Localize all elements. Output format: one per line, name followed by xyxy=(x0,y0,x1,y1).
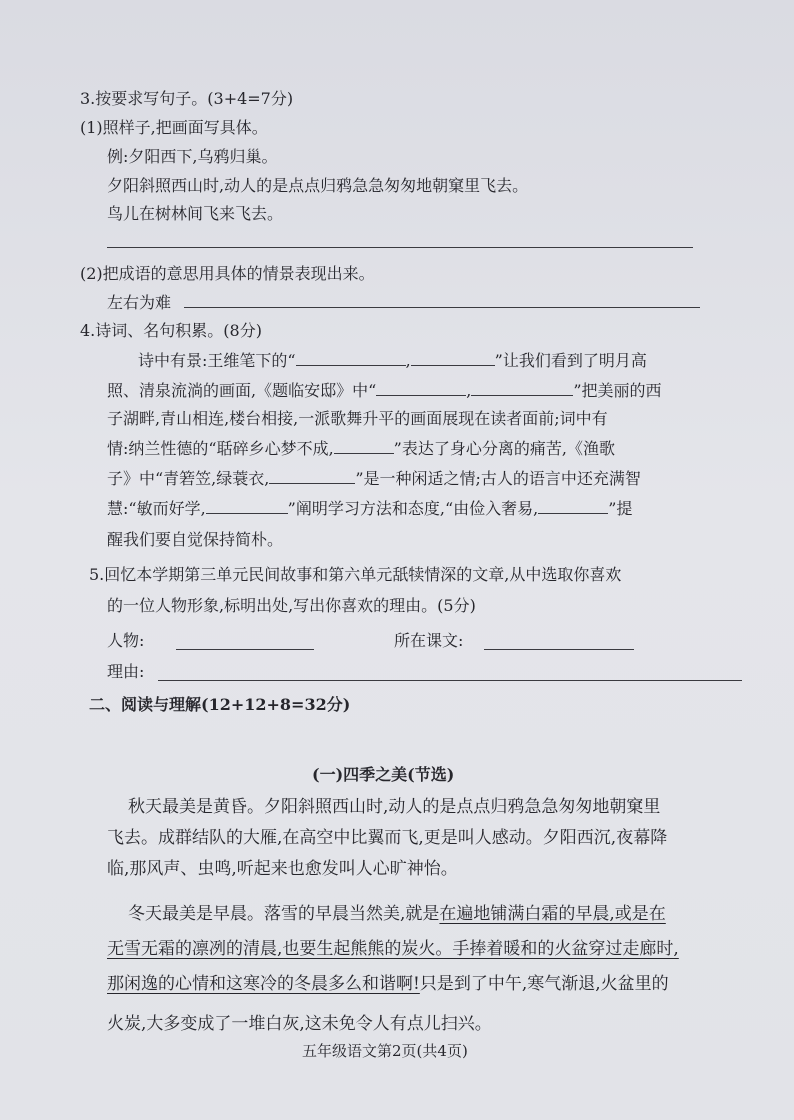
q4-text: ”把美丽的西 xyxy=(573,381,662,400)
para2-underlined: 那闲逸的心情和这寒冷的冬晨多么和谐啊! xyxy=(107,974,420,994)
q4-text: ”提 xyxy=(608,499,633,518)
q4-title: 4.诗词、名句积累。(8分) xyxy=(80,321,262,340)
q3-idiom: 左右为难 xyxy=(107,293,172,312)
q4-text: 情:纳兰性德的“聒碎乡心梦不成, xyxy=(107,439,334,458)
para2-text: 只是到了中午,寒气渐退,火盆里的 xyxy=(419,974,669,994)
blank-2[interactable] xyxy=(411,349,495,366)
blank-7[interactable] xyxy=(206,497,288,514)
q3-part1: (1)照样子,把画面写具体。 xyxy=(80,118,268,137)
q5-reason-label: 理由: xyxy=(107,662,145,681)
para1-line-2: 飞去。成群结队的大雁,在高空中比翼而飞,更是叫人感动。夕阳西沉,夜幕降 xyxy=(107,828,668,848)
section2-title: 二、阅读与理解(12+12+8=32分) xyxy=(89,695,351,714)
q4-line-6 xyxy=(107,497,632,520)
para2-underlined: 在遍地铺满白霜的早晨,或是在 xyxy=(439,904,666,924)
q3-example: 例:夕阳西下,乌鸦归巢。 xyxy=(107,147,278,166)
q5-lesson-label: 所在课文: xyxy=(394,631,464,650)
para1-line-1: 秋天最美是黄昏。夕阳斜照西山时,动人的是点点归鸦急急匆匆地朝窠里 xyxy=(128,797,661,817)
q4-line-7: 醒我们要自觉保持简朴。 xyxy=(107,530,284,549)
q4-text: 照、清泉流淌的画面,《题临安邸》中“ xyxy=(107,381,377,400)
q4-text: ”是一种闲适之情;古人的语言中还充满智 xyxy=(355,469,641,488)
para2-line-4: 火炭,大多变成了一堆白灰,这未免令人有点儿扫兴。 xyxy=(107,1014,492,1034)
blank-5[interactable] xyxy=(334,437,394,454)
q3-part2: (2)把成语的意思用具体的情景表现出来。 xyxy=(80,264,375,283)
q4-text: , xyxy=(466,381,472,400)
q4-text: ”让我们看到了明月高 xyxy=(494,351,647,370)
para2-line-2: 无雪无霜的凛冽的清晨,也要生起熊熊的炭火。手捧着暖和的火盆穿过走廊时, xyxy=(107,939,679,959)
q4-text: 子》中“青箬笠,绿蓑衣, xyxy=(107,469,270,488)
blank-4[interactable] xyxy=(471,379,573,396)
q5-line-2: 的一位人物形象,标明出处,写出你喜欢的理由。(5分) xyxy=(107,596,476,615)
q3-answer-line-2[interactable] xyxy=(184,307,700,308)
q4-text: ”阐明学习方法和态度,“由俭入奢易, xyxy=(287,499,539,518)
q5-person-label: 人物: xyxy=(107,631,145,650)
q4-line-2 xyxy=(107,379,662,402)
q4-line-3: 子湖畔,青山相连,楼台相接,一派歌舞升平的画面展现在读者面前;词中有 xyxy=(107,409,608,428)
para2-text: 冬天最美是早晨。落雪的早晨当然美,就是 xyxy=(128,904,440,924)
blank-6[interactable] xyxy=(269,467,355,484)
q3-title: 3.按要求写句子。(3+4=7分) xyxy=(80,89,294,108)
q5-reason-line[interactable] xyxy=(158,680,742,681)
blank-8[interactable] xyxy=(538,497,608,514)
passage-title: (一)四季之美(节选) xyxy=(312,765,455,784)
blank-3[interactable] xyxy=(376,379,466,396)
para2-line-3 xyxy=(107,973,669,995)
blank-1[interactable] xyxy=(296,349,406,366)
q4-text: ”表达了身心分离的痛苦,《渔歌 xyxy=(393,439,615,458)
q4-text: , xyxy=(405,351,411,370)
q4-text: 慧:“敏而好学, xyxy=(107,499,206,518)
q3-example-answer: 夕阳斜照西山时,动人的是点点归鸦急急匆匆地朝窠里飞去。 xyxy=(107,176,529,195)
q5-lesson-line[interactable] xyxy=(484,649,634,650)
q4-line-5 xyxy=(107,467,641,490)
q4-line-1 xyxy=(138,349,647,372)
q5-person-line[interactable] xyxy=(176,649,314,650)
q5-title: 5.回忆本学期第三单元民间故事和第六单元舐犊情深的文章,从中选取你喜欢 xyxy=(89,565,622,584)
para2-line-1 xyxy=(128,903,666,925)
q4-text: 诗中有景:王维笔下的“ xyxy=(138,351,296,370)
para1-line-3: 临,那风声、虫鸣,听起来也愈发叫人心旷神怡。 xyxy=(107,859,458,879)
q4-line-4 xyxy=(107,437,615,460)
q3-answer-line-1[interactable] xyxy=(107,247,693,248)
page-footer: 五年级语文第2页(共4页) xyxy=(302,1042,468,1060)
q3-task: 鸟儿在树林间飞来飞去。 xyxy=(107,204,284,223)
